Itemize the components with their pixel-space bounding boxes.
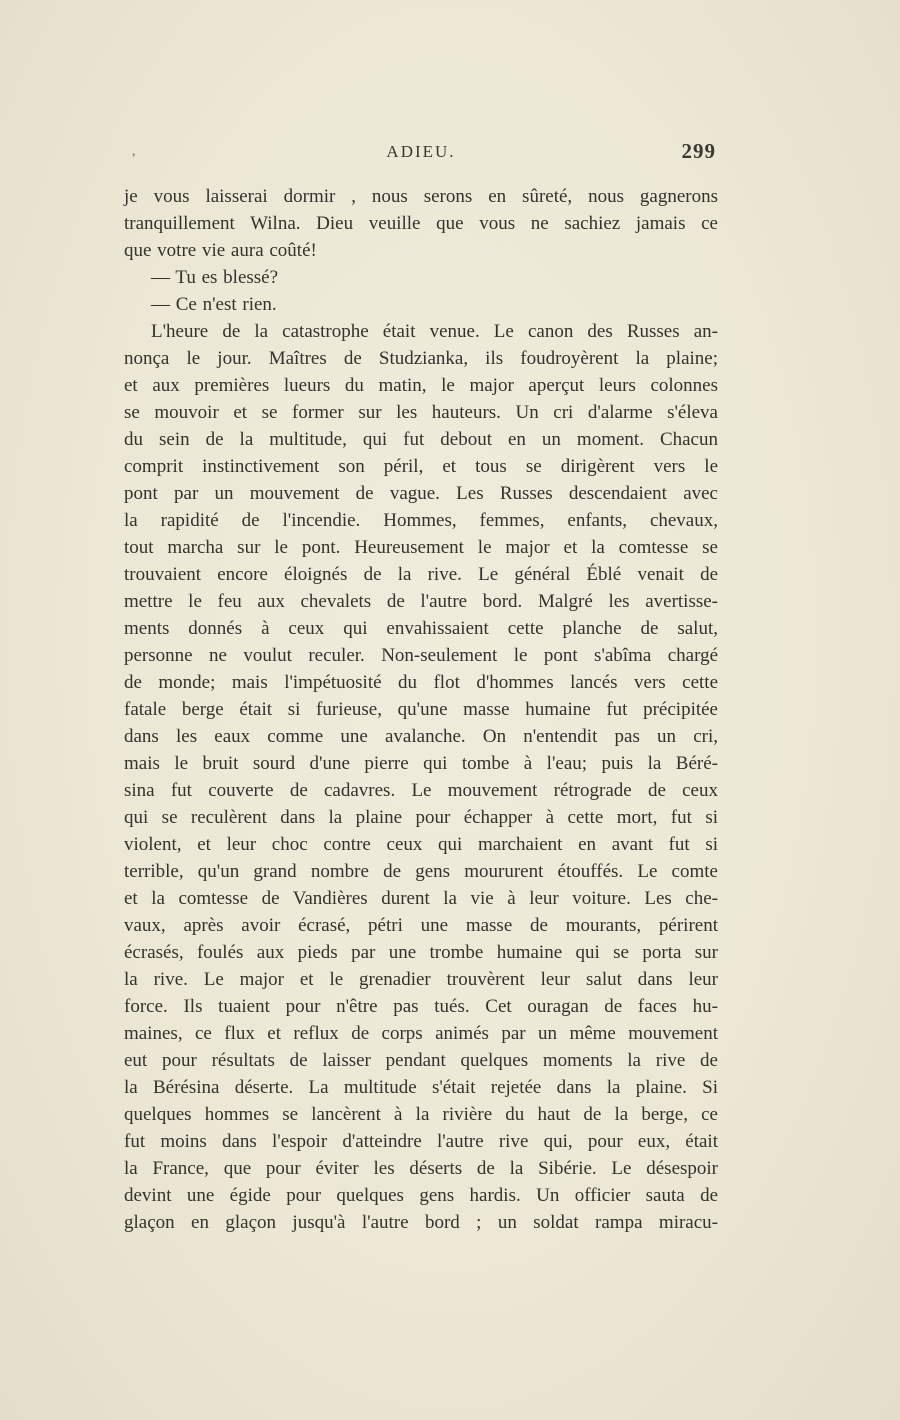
text-line: maines, ce flux et reflux de corps animés par un même mouvement xyxy=(124,1023,718,1044)
text-line: terrible, qu'un grand nombre de gens moururent étouffés. Le comte xyxy=(124,861,718,882)
text-line: la France, que pour éviter les déserts de la Sibérie. Le désespoir xyxy=(124,1158,718,1179)
text-line: et la comtesse de Vandières durent la vie à leur voiture. Les che- xyxy=(124,888,718,909)
text-line: la Bérésina déserte. La multitude s'était rejetée dans la plaine. Si xyxy=(124,1077,718,1098)
text-line: violent, et leur choc contre ceux qui marchaient en avant fut si xyxy=(124,834,718,855)
text-line: fatale berge était si furieuse, qu'une masse humaine fut précipitée xyxy=(124,699,718,720)
page-header xyxy=(124,139,718,168)
print-artifact: , xyxy=(132,144,136,159)
text-line: L'heure de la catastrophe était venue. Le canon des Russes an- xyxy=(151,321,718,342)
text-line: — Ce n'est rien. xyxy=(151,294,277,315)
text-line: et aux premières lueurs du matin, le major aperçut leurs colonnes xyxy=(124,375,718,396)
text-line: se mouvoir et se former sur les hauteurs. Un cri d'alarme s'éleva xyxy=(124,402,718,423)
text-line: fut moins dans l'espoir d'atteindre l'autre rive qui, pour eux, était xyxy=(124,1131,718,1152)
text-line: du sein de la multitude, qui fut debout en un moment. Chacun xyxy=(124,429,718,450)
page-body xyxy=(124,183,718,1236)
text-line: eut pour résultats de laisser pendant quelques moments la rive de xyxy=(124,1050,718,1071)
text-line: que votre vie aura coûté! xyxy=(124,240,317,261)
text-line: écrasés, foulés aux pieds par une trombe humaine qui se porta sur xyxy=(124,942,718,963)
paragraph xyxy=(124,318,718,1236)
text-line: trouvaient encore éloignés de la rive. Le général Éblé venait de xyxy=(124,564,718,585)
text-block xyxy=(124,139,718,1236)
paragraph xyxy=(124,291,718,318)
text-line: la rive. Le major et le grenadier trouvèrent leur salut dans leur xyxy=(124,969,718,990)
text-line: devint une égide pour quelques gens hardis. Un officier sauta de xyxy=(124,1185,718,1206)
text-line: tranquillement Wilna. Dieu veuille que vous ne sachiez jamais ce xyxy=(124,213,718,234)
text-line: glaçon en glaçon jusqu'à l'autre bord ; un soldat rampa miracu- xyxy=(124,1212,718,1233)
paragraph xyxy=(124,264,718,291)
text-line: force. Ils tuaient pour n'être pas tués. Cet ouragan de faces hu- xyxy=(124,996,718,1017)
text-line: nonça le jour. Maîtres de Studzianka, ils foudroyèrent la plaine; xyxy=(124,348,718,369)
text-line: tout marcha sur le pont. Heureusement le major et la comtesse se xyxy=(124,537,718,558)
text-line: — Tu es blessé? xyxy=(151,267,279,288)
text-line: je vous laisserai dormir , nous serons en sûreté, nous gagnerons xyxy=(124,186,718,207)
text-line: la rapidité de l'incendie. Hommes, femmes, enfants, chevaux, xyxy=(124,510,718,531)
text-line: ments donnés à ceux qui envahissaient cette planche de salut, xyxy=(124,618,718,639)
text-line: de monde; mais l'impétuosité du flot d'hommes lancés vers cette xyxy=(124,672,718,693)
text-line: vaux, après avoir écrasé, pétri une masse de mourants, périrent xyxy=(124,915,718,936)
running-title: ADIEU. xyxy=(386,142,456,161)
text-line: mettre le feu aux chevalets de l'autre bord. Malgré les avertisse- xyxy=(124,591,718,612)
text-line: sina fut couverte de cadavres. Le mouvement rétrograde de ceux xyxy=(124,780,718,801)
text-line: dans les eaux comme une avalanche. On n'entendit pas un cri, xyxy=(124,726,718,747)
text-line: quelques hommes se lancèrent à la rivière du haut de la berge, ce xyxy=(124,1104,718,1125)
text-line: pont par un mouvement de vague. Les Russes descendaient avec xyxy=(124,483,718,504)
text-line: qui se reculèrent dans la plaine pour échapper à cette mort, fut si xyxy=(124,807,718,828)
page-number: 299 xyxy=(681,139,716,163)
text-line: mais le bruit sourd d'une pierre qui tombe à l'eau; puis la Béré- xyxy=(124,753,718,774)
paragraph xyxy=(124,183,718,264)
text-line: personne ne voulut reculer. Non-seulement le pont s'abîma chargé xyxy=(124,645,718,666)
text-line: comprit instinctivement son péril, et tous se dirigèrent vers le xyxy=(124,456,718,477)
